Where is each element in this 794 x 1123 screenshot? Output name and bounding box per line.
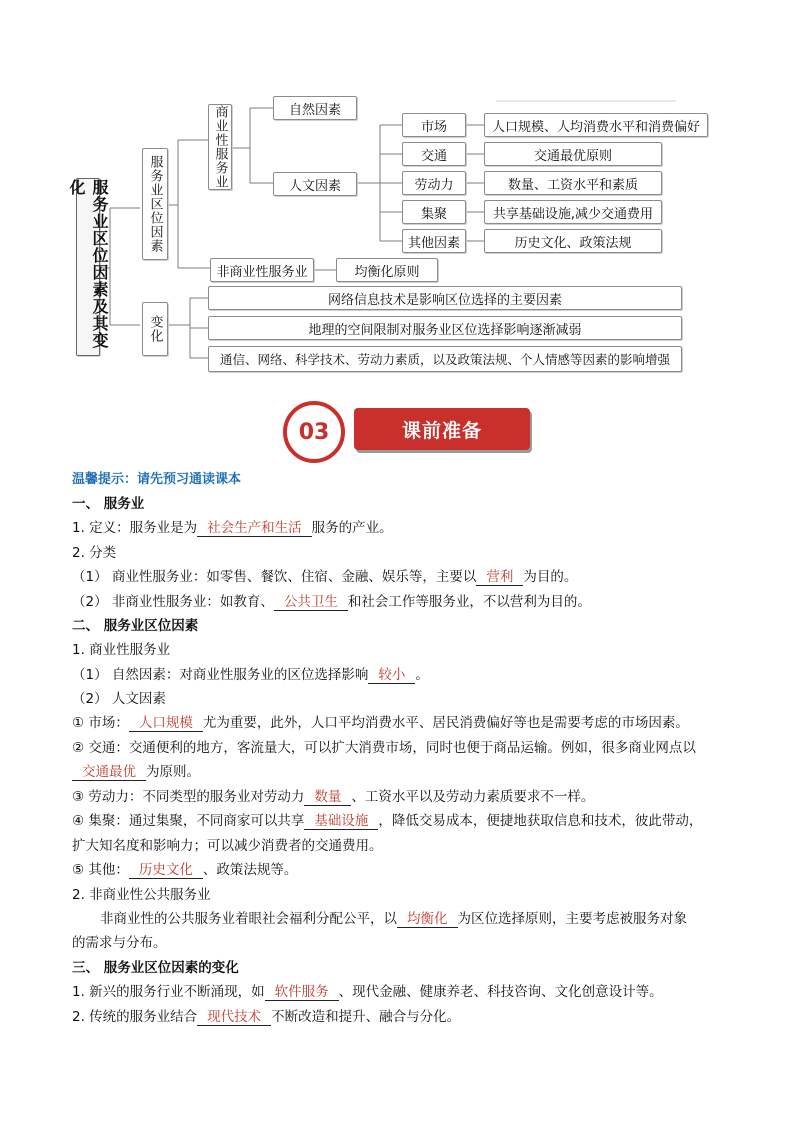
mindmap-connectors: [0, 0, 794, 400]
node-location-factors-label: 服务业区位因素: [147, 155, 163, 253]
paragraph: ② 交通：交通便利的地方，客流量大，可以扩大消费市场，同时也便于商品运输。例如，很多商业网点以: [72, 740, 696, 756]
text: ① 市场：: [72, 715, 129, 731]
paragraph: [72, 590, 591, 611]
answer-text: 社会生产和生活: [207, 520, 302, 536]
answer-blank: [397, 907, 458, 928]
node-other-label: 其他因素: [407, 235, 460, 251]
text: ，降低交易成本，便捷地获取信息和技术，彼此带动，: [378, 813, 703, 829]
node-human-label: 人文因素: [288, 178, 341, 194]
text: 和社会工作等服务业，不以营利为目的。: [347, 594, 591, 610]
text: 、工资水平以及劳动力素质要求不一样。: [351, 789, 595, 805]
text: 1. 新兴的服务行业不断涌现，如: [72, 984, 265, 1000]
answer-blank: [197, 516, 312, 537]
paragraph: [72, 980, 663, 1001]
change-item-label: 通信、网络、科学技术、劳动力素质，以及政策法规、个人情感等因素的影响增强: [219, 352, 670, 367]
preview-hint: 温馨提示：请先预习通读课本: [72, 472, 242, 487]
node-market-desc: [484, 113, 708, 137]
paragraph: [72, 565, 577, 586]
section-banner-number: [283, 401, 345, 463]
answer-text: 现代技术: [207, 1009, 262, 1025]
change-item: [208, 316, 682, 340]
text: 、政策法规等。: [202, 862, 298, 878]
change-item: [208, 346, 682, 372]
node-commercial: [208, 104, 232, 190]
text: 不断改造和提升、融合与分化。: [271, 1009, 461, 1025]
paragraph: 的需求与分布。: [72, 935, 167, 951]
node-market: [402, 113, 466, 137]
answer-text: 均衡化: [407, 911, 448, 927]
paragraph: 扩大知名度和影响力；可以减少消费者的交通费用。: [72, 838, 383, 854]
answer-text: 数量: [314, 789, 342, 805]
paragraph: （2） 人文因素: [72, 691, 166, 707]
answer-blank: [368, 663, 415, 684]
answer-text: 基础设施: [314, 813, 369, 829]
text: 1. 定义：服务业是为: [72, 520, 198, 536]
paragraph: [72, 1005, 460, 1026]
answer-blank: [304, 809, 378, 830]
node-other: [402, 229, 466, 253]
section-banner-number-text: 03: [298, 419, 330, 445]
answer-blank: [72, 760, 146, 781]
paragraph: [72, 760, 200, 781]
mindmap-root: [67, 178, 109, 356]
node-labor-desc-label: 数量、工资水平和素质: [507, 177, 638, 193]
paragraph: [72, 516, 393, 537]
text: 、现代金融、健康养老、科技咨询、文化创意设计等。: [338, 984, 663, 1000]
section-banner-title-text: 课前准备: [401, 419, 482, 442]
change-item-label: 地理的空间限制对服务业区位选择影响逐渐减弱: [308, 322, 582, 338]
text: 服务的产业。: [311, 520, 393, 536]
node-labor: [402, 171, 466, 195]
answer-text: 软件服务: [274, 984, 329, 1000]
answer-blank: [265, 980, 339, 1001]
node-transport-label: 交通: [420, 148, 447, 164]
answer-blank: [129, 711, 203, 732]
answer-text: 较小: [378, 667, 406, 683]
node-other-desc-label: 历史文化、政策法规: [514, 235, 632, 251]
node-market-label: 市场: [420, 119, 447, 135]
mindmap-root-label: 服务业区位因素及其变化: [67, 179, 109, 349]
node-commercial-label: 商业性服务业: [212, 105, 228, 189]
paragraph: [100, 907, 687, 928]
node-natural-label: 自然因素: [288, 102, 341, 118]
answer-text: 交通最优: [82, 764, 136, 780]
node-agglomeration-desc-label: 共享基础设施,减少交通费用: [492, 206, 654, 222]
node-labor-desc: [484, 171, 662, 195]
node-agglomeration-label: 集聚: [420, 206, 447, 222]
node-noncommercial-label: 非商业性服务业: [216, 264, 308, 280]
paragraph: [72, 711, 689, 732]
node-natural: [273, 96, 357, 120]
paragraph: 1. 商业性服务业: [72, 642, 171, 658]
text: ③ 劳动力：不同类型的服务业对劳动力: [72, 789, 305, 805]
answer-text: 历史文化: [138, 862, 193, 878]
node-change-label: 变化: [147, 315, 163, 343]
paragraph: 2. 分类: [72, 545, 117, 561]
text: 。: [415, 667, 429, 683]
node-noncommercial-desc: [336, 258, 438, 282]
answer-blank: [129, 858, 203, 879]
node-noncommercial-desc-label: 均衡化原则: [354, 264, 420, 280]
text: 为目的。: [523, 569, 578, 585]
change-item-label: 网络信息技术是影响区位选择的主要因素: [327, 292, 562, 308]
text: 非商业性的公共服务业着眼社会福利分配公平，以: [100, 911, 397, 927]
section-heading: 一、 服务业: [72, 496, 145, 512]
node-transport-desc-label: 交通最优原则: [533, 148, 612, 164]
text: （2） 非商业性服务业：如教育、: [72, 594, 274, 610]
section-heading: 二、 服务业区位因素: [72, 618, 199, 634]
node-agglomeration: [402, 200, 466, 224]
text: 尤为重要，此外，人口平均消费水平、居民消费偏好等也是需要考虑的市场因素。: [202, 715, 689, 731]
answer-blank: [274, 590, 348, 611]
node-noncommercial: [210, 258, 314, 282]
answer-text: 营利: [486, 569, 514, 585]
paragraph: [72, 858, 297, 879]
answer-text: 公共卫生: [283, 594, 338, 610]
paragraph: [72, 785, 594, 806]
node-other-desc: [484, 229, 662, 253]
text: 2. 传统的服务业结合: [72, 1009, 198, 1025]
answer-blank: [197, 1005, 271, 1026]
node-human: [273, 172, 357, 196]
node-market-desc-label: 人口规模、人均消费水平和消费偏好: [491, 119, 700, 135]
text: ⑤ 其他：: [72, 862, 129, 878]
node-change: [142, 302, 168, 356]
text: （1） 自然因素：对商业性服务业的区位选择影响: [72, 667, 369, 683]
text: ④ 集聚：通过集聚，不同商家可以共享: [72, 813, 305, 829]
paragraph: 2. 非商业性公共服务业: [72, 887, 211, 903]
node-transport: [402, 142, 466, 166]
section-heading: 三、 服务业区位因素的变化: [72, 960, 239, 976]
answer-text: 人口规模: [138, 715, 193, 731]
text: 为原则。: [146, 764, 200, 780]
answer-blank: [304, 785, 351, 806]
section-banner-title: [354, 408, 530, 450]
node-location-factors: [142, 148, 168, 260]
text: （1） 商业性服务业：如零售、餐饮、住宿、金融、娱乐等，主要以: [72, 569, 477, 585]
paragraph: [72, 663, 429, 684]
change-item: [208, 286, 682, 310]
node-labor-label: 劳动力: [414, 177, 454, 193]
node-transport-desc: [484, 142, 662, 166]
paragraph: [72, 809, 702, 830]
node-agglomeration-desc: [484, 200, 662, 224]
answer-blank: [476, 565, 523, 586]
text: 为区位选择原则，主要考虑被服务对象: [457, 911, 687, 927]
